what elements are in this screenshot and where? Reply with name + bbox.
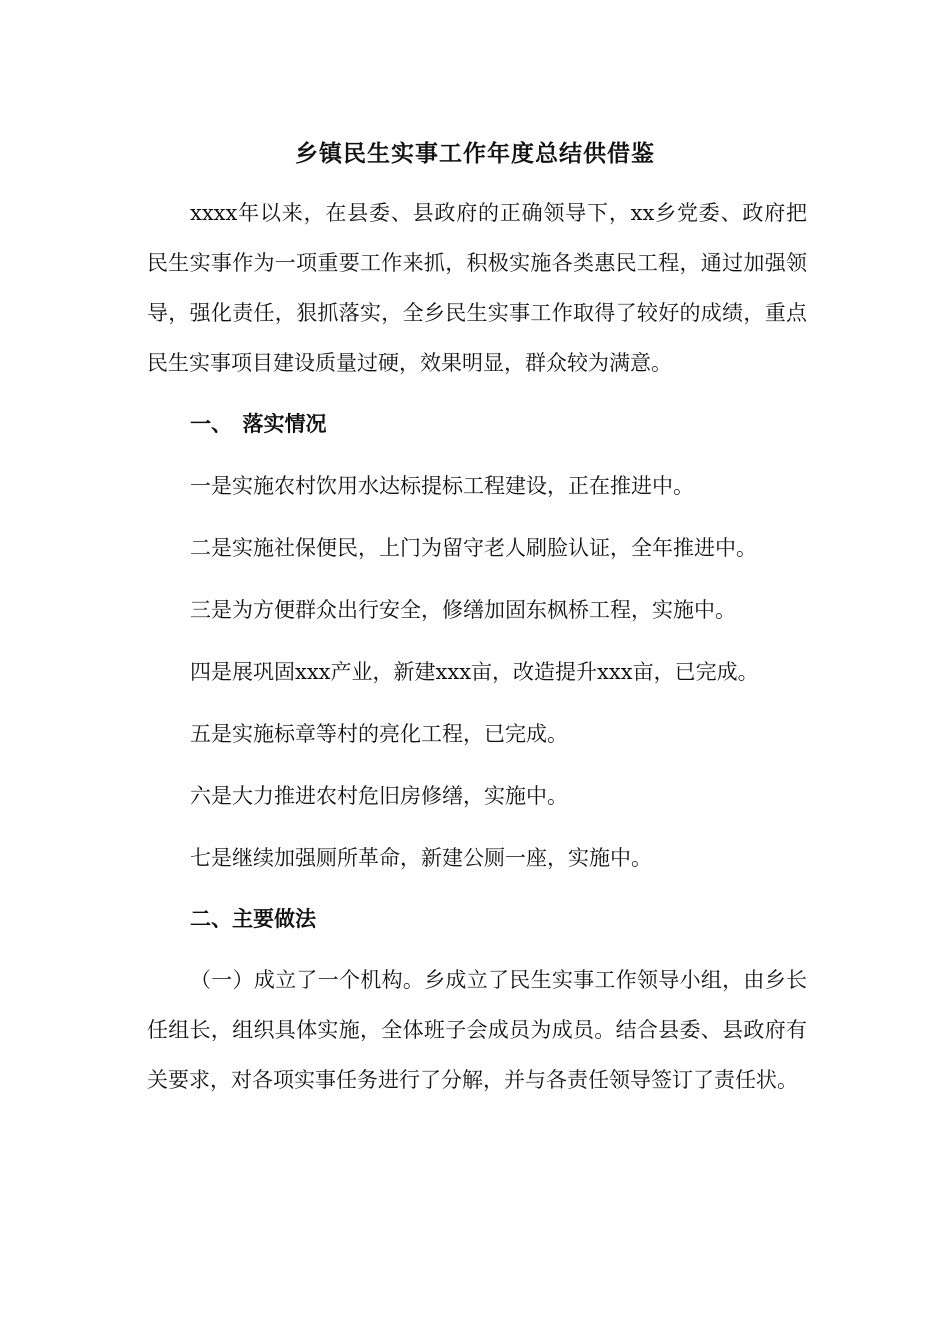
list-item: 六是大力推进农村危旧房修缮，实施中。 [190,784,568,808]
intro-paragraph: xxxx年以来，在县委、县政府的正确领导下，xx乡党委、政府把民生实事作为一项重要工作来抓，积极实施各类惠民工程，通过加强领导，强化责任，狠抓落实，全乡民生实事工作取得了较好的成绩，重点民生实事项目建设质量过硬，效果明显，群众较为满意。 [147,201,807,375]
list-item: 五是实施标章等村的亮化工程，已完成。 [190,722,568,746]
document-title: 乡镇民生实事工作年度总结供借鉴 [295,140,655,167]
list-item: 一是实施农村饮用水达标提标工程建设，正在推进中。 [190,474,694,498]
section-2-paragraph: （一）成立了一个机构。乡成立了民生实事工作领导小组，由乡长任组长，组织具体实施，全体班子会成员为成员。结合县委、县政府有关要求，对各项实事任务进行了分解，并与各责任领导签订了责任状。 [147,968,807,1092]
section-1-heading: 一、 落实情况 [190,411,327,436]
section-2-heading: 二、主要做法 [190,906,316,931]
list-item: 三是为方便群众出行安全，修缮加固东枫桥工程，实施中。 [190,598,736,622]
list-item: 二是实施社保便民，上门为留守老人刷脸认证，全年推进中。 [190,536,757,560]
list-item: 七是继续加强厕所革命，新建公厕一座，实施中。 [190,846,652,870]
list-item: 四是展巩固xxx产业，新建xxx亩，改造提升xxx亩，已完成。 [190,660,759,684]
